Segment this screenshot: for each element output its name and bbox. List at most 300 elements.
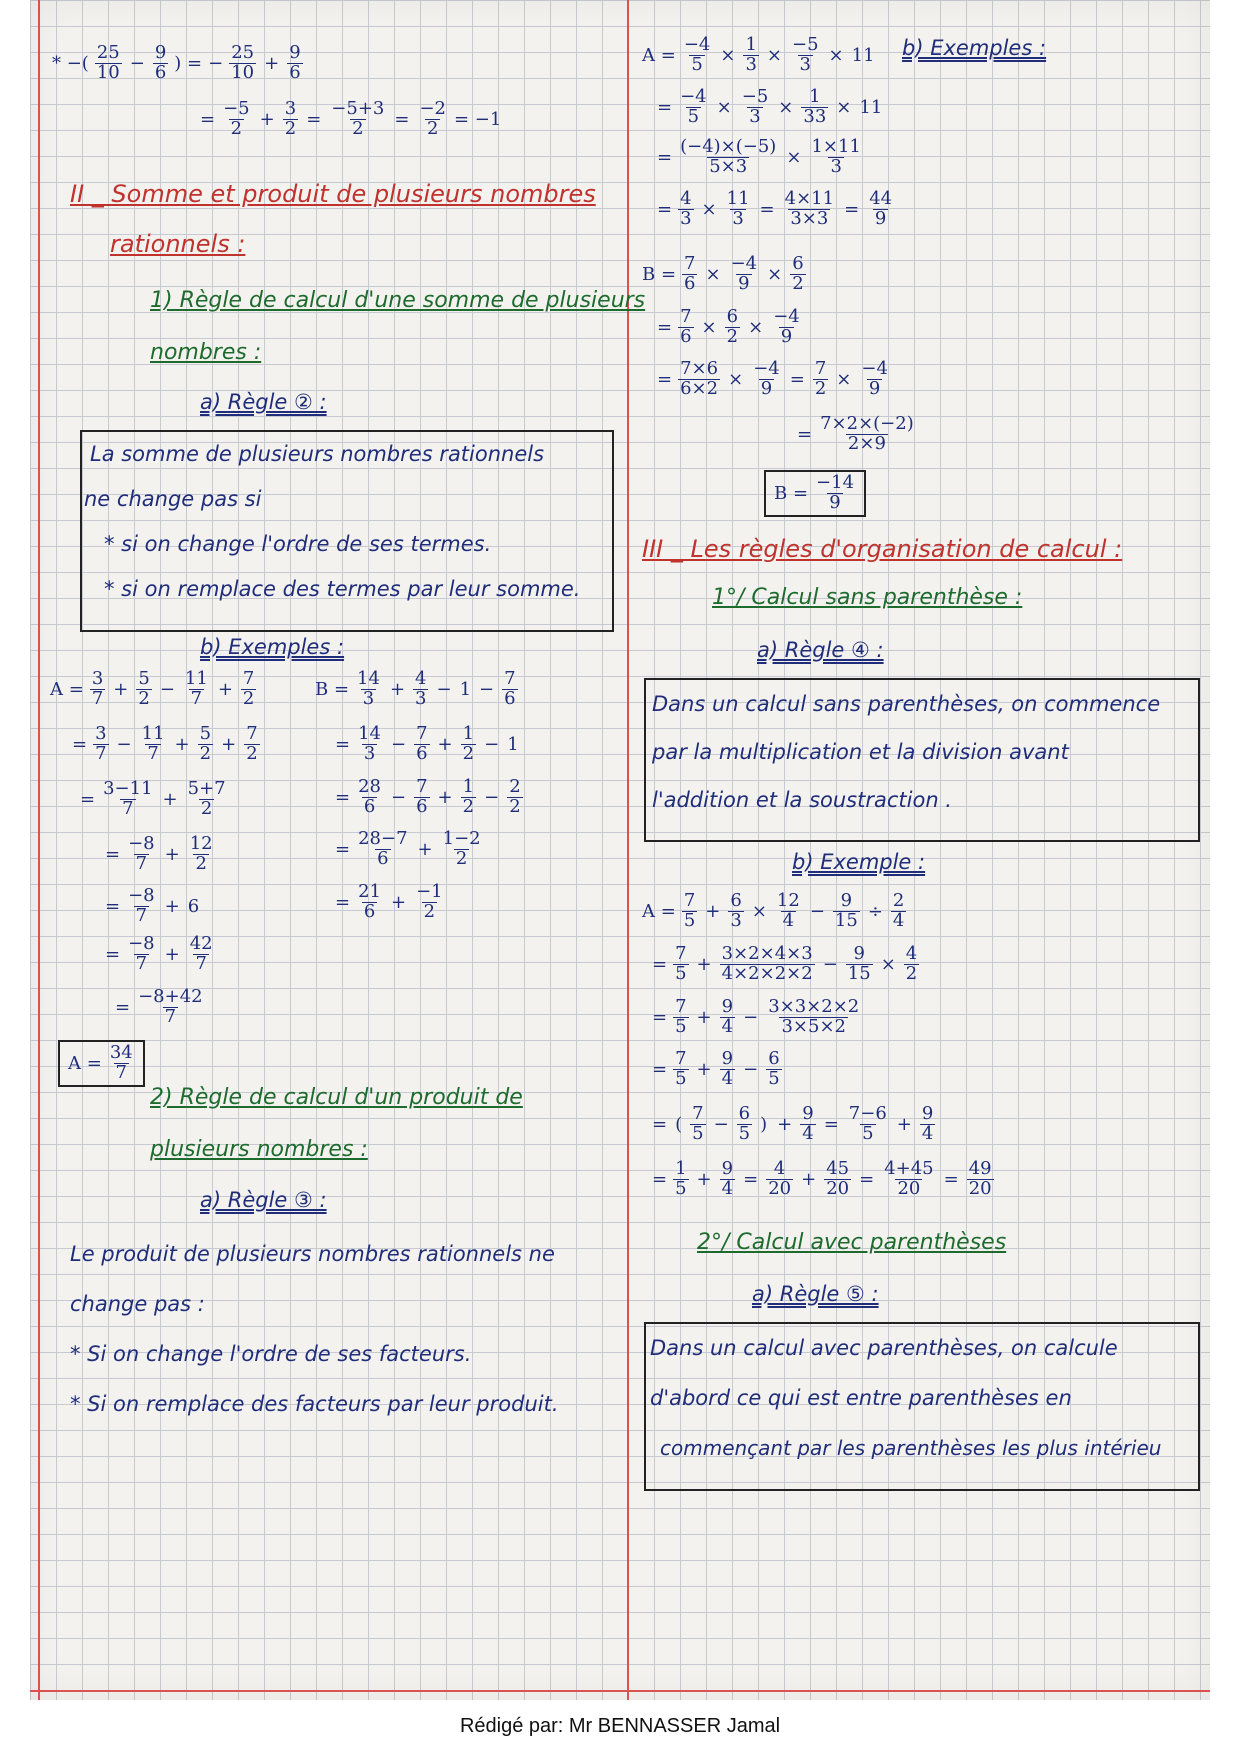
den: 20: [826, 1177, 850, 1199]
den: 3: [363, 742, 376, 764]
fraction: [682, 892, 697, 931]
fraction: [783, 190, 836, 229]
product-B-line1: [642, 255, 806, 294]
fraction: [414, 778, 429, 817]
op: +: [221, 733, 237, 755]
fraction: [126, 887, 157, 926]
fraction: [507, 778, 522, 817]
fraction: [673, 998, 688, 1037]
num: −14: [816, 472, 855, 493]
rule-2-label: a) Règle ② :: [200, 390, 327, 414]
product-B-line3: [657, 360, 890, 399]
fraction: [126, 835, 157, 874]
op: ×: [836, 96, 852, 118]
op: ×: [836, 368, 852, 390]
den: 5×3: [709, 155, 748, 177]
den: 2: [509, 795, 521, 817]
num: 2: [509, 776, 521, 797]
label: B =: [315, 678, 350, 700]
num: 11: [726, 188, 750, 209]
num: 9: [721, 1158, 734, 1179]
fraction: [414, 725, 429, 764]
rule-2-line: La somme de plusieurs nombres rationnels: [90, 442, 545, 466]
op: =: [743, 1168, 759, 1190]
text: ) =: [174, 52, 203, 74]
text: * −(: [52, 52, 89, 74]
den: 20: [768, 1177, 792, 1199]
den: 2: [242, 687, 255, 709]
den: 2: [195, 852, 207, 874]
num: 7: [246, 723, 258, 744]
op: −: [391, 786, 407, 808]
num: 7−6: [848, 1103, 887, 1124]
den: 9: [874, 207, 887, 229]
label: A =: [642, 44, 676, 66]
num: 7: [680, 306, 692, 327]
den: 6: [363, 900, 376, 922]
den: 2: [246, 742, 258, 764]
den: 3: [362, 687, 375, 709]
op: =: [105, 943, 121, 965]
fraction: [728, 892, 743, 931]
op: −: [479, 678, 495, 700]
op: +: [264, 52, 280, 74]
fraction: [824, 1160, 851, 1199]
num: −8+42: [138, 986, 203, 1007]
num: 9: [921, 1103, 934, 1124]
fraction: [153, 44, 168, 83]
rule-5-box: [644, 1322, 1200, 1491]
op: =: [759, 198, 775, 220]
num: 4: [773, 1158, 786, 1179]
op: ×: [828, 44, 844, 66]
num: −2: [419, 98, 446, 119]
op: =: [657, 316, 673, 338]
den: 33: [803, 105, 827, 127]
product-A-line4: [657, 190, 894, 229]
fraction: [417, 100, 448, 139]
num: 11: [141, 723, 165, 744]
op: =: [844, 198, 860, 220]
num: 4+45: [884, 1158, 934, 1179]
op: ×: [728, 368, 744, 390]
rule-5-line: commençant par les parenthèses les plus intérieu: [660, 1436, 1162, 1460]
den: 9: [760, 377, 773, 399]
den: 9: [780, 325, 793, 347]
op: +: [217, 678, 233, 700]
den: 4: [802, 1122, 814, 1144]
op: ×: [880, 953, 896, 975]
num: 9: [289, 42, 301, 63]
den: 3: [749, 105, 761, 127]
fraction: [859, 360, 890, 399]
num: 3: [91, 668, 104, 689]
rule-2-line: * si on change l'ordre de ses termes.: [104, 532, 492, 556]
fraction: [720, 998, 735, 1037]
den: 2: [905, 962, 918, 984]
fraction: [904, 945, 919, 984]
fraction: [244, 725, 259, 764]
den: 5: [675, 1015, 687, 1037]
num: 4×11: [784, 188, 835, 209]
den: 3: [799, 53, 811, 75]
op: =: [657, 96, 673, 118]
fraction: [183, 670, 210, 709]
section-2-title-cont: rationnels :: [110, 230, 246, 258]
num: −8: [128, 933, 155, 954]
op: +: [777, 1113, 793, 1135]
fraction: [673, 1160, 688, 1199]
num: 34: [109, 1042, 133, 1063]
fraction: [413, 670, 428, 709]
op: +: [389, 678, 406, 700]
op: +: [162, 788, 178, 810]
num: 5: [138, 668, 150, 689]
den: 6: [154, 61, 167, 83]
op: +: [896, 1113, 912, 1135]
fraction: [356, 778, 383, 817]
fraction: [682, 36, 713, 75]
fraction: [414, 883, 445, 922]
calc-A-line3: [652, 998, 861, 1037]
den: 5: [692, 1122, 704, 1144]
fraction: [920, 1105, 935, 1144]
num: 7: [683, 890, 696, 911]
op: +: [164, 895, 180, 917]
fraction: [678, 138, 778, 177]
num: 7: [416, 723, 428, 744]
num: −5: [792, 34, 819, 55]
op: +: [437, 733, 453, 755]
op: ×: [751, 900, 767, 922]
op: =: [335, 733, 351, 755]
den: 5: [675, 962, 687, 984]
op: ×: [705, 263, 721, 285]
examples-b-label: b) Exemples :: [902, 36, 1047, 60]
fraction: [678, 88, 709, 127]
den: 6: [416, 795, 428, 817]
num: 42: [189, 933, 213, 954]
num: −5: [741, 86, 769, 107]
section-3-subsection-1: 1°/ Calcul sans parenthèse :: [712, 585, 1023, 610]
example-A-line2: [72, 725, 260, 764]
example-A-line6: [105, 935, 215, 974]
close-paren: ): [760, 1113, 768, 1135]
op: +: [113, 678, 129, 700]
rule-5-line: d'abord ce qui est entre parenthèses en: [650, 1386, 1072, 1410]
den: 2: [199, 742, 212, 764]
den: 7: [95, 742, 107, 764]
den: 7: [147, 742, 159, 764]
op: =: [652, 1168, 668, 1190]
den: 5: [691, 53, 703, 75]
den: 3×5×2: [781, 1015, 846, 1037]
fraction: [766, 1050, 781, 1089]
op: −: [809, 900, 825, 922]
fraction: [725, 308, 740, 347]
fraction: [751, 360, 782, 399]
open-paren: (: [675, 1113, 683, 1135]
fraction: [93, 725, 108, 764]
fraction: [108, 1044, 135, 1083]
example-A-line3: [80, 780, 228, 819]
den: 2: [352, 117, 364, 139]
num: −4: [773, 306, 800, 327]
op: =: [652, 1113, 668, 1135]
num: 28−7: [358, 828, 408, 849]
num: 12: [189, 833, 213, 854]
num: 6: [726, 306, 739, 327]
op: +: [437, 786, 453, 808]
den: 3: [830, 155, 842, 177]
example-B-line4: [335, 830, 483, 869]
center-margin-line: [627, 0, 629, 1700]
fraction: [775, 892, 802, 931]
fraction: [737, 1105, 752, 1144]
op: +: [164, 843, 180, 865]
rule-5-line: Dans un calcul avec parenthèses, on calcule: [650, 1336, 1118, 1360]
fraction: [90, 670, 105, 709]
op: +: [696, 1006, 712, 1028]
fraction: [800, 1105, 815, 1144]
den: 3×3: [790, 207, 829, 229]
den: 4: [721, 1177, 734, 1199]
num: 1: [462, 776, 475, 797]
rule-3-line: * Si on remplace des facteurs par leur produit.: [70, 1392, 559, 1416]
fraction: [814, 474, 856, 513]
num: −5: [223, 98, 250, 119]
num: 7: [416, 776, 428, 797]
num: 9: [802, 1103, 814, 1124]
op: ×: [701, 198, 717, 220]
example-B-line5: [335, 883, 445, 922]
den: 3: [415, 687, 427, 709]
notebook-page: [30, 0, 1210, 1700]
op: −: [208, 52, 224, 74]
den: 6: [680, 325, 692, 347]
den: 15: [834, 909, 858, 931]
op: =: [115, 996, 131, 1018]
example-A-result: [58, 1040, 145, 1087]
num: 9: [853, 943, 865, 964]
product-B-line4: [797, 415, 916, 454]
example-B-line1: [315, 670, 518, 709]
den: 4: [921, 1122, 934, 1144]
fraction: [241, 670, 256, 709]
den: 2: [427, 117, 439, 139]
fraction: [891, 892, 906, 931]
den: 6: [684, 272, 696, 294]
subsection-1-title-cont: nombres :: [150, 340, 262, 365]
num: 44: [869, 188, 893, 209]
example-A-line5: [105, 887, 199, 926]
num: −4: [730, 253, 758, 274]
product-B-line2: [657, 308, 802, 347]
den: 4: [721, 1015, 734, 1037]
den: 20: [968, 1177, 992, 1199]
op: −: [743, 1006, 759, 1028]
den: 4: [892, 909, 905, 931]
fraction: [140, 725, 167, 764]
top-calc-line2: [200, 100, 501, 139]
fraction: [771, 308, 802, 347]
op: −: [436, 678, 452, 700]
op: =: [652, 1006, 668, 1028]
num: 3×3×2×2: [768, 996, 860, 1017]
num: 6: [792, 253, 804, 274]
fraction: [967, 1160, 994, 1199]
fraction: [136, 670, 151, 709]
fraction: [678, 360, 720, 399]
num: −8: [128, 833, 155, 854]
section-2-title: II _ Somme et produit de plusieurs nombres: [70, 180, 596, 208]
op: −: [484, 733, 500, 755]
product-A-line2: [657, 88, 882, 127]
label: B =: [642, 263, 677, 285]
fraction: [743, 36, 758, 75]
num: (−4)×(−5): [680, 136, 777, 157]
fraction: [678, 190, 693, 229]
op: =: [652, 953, 668, 975]
op: ×: [786, 146, 802, 168]
den: 6: [504, 687, 516, 709]
label: A =: [50, 678, 84, 700]
den: 9: [868, 377, 881, 399]
op: =: [105, 843, 121, 865]
op: −: [743, 1058, 759, 1080]
num: 14: [358, 723, 381, 744]
op: −: [159, 678, 175, 700]
den: 4: [721, 1067, 734, 1089]
den: 15: [847, 962, 871, 984]
op: ×: [778, 96, 794, 118]
num: 45: [826, 1158, 850, 1179]
fraction: [729, 255, 760, 294]
fraction: [186, 780, 228, 819]
fraction: [882, 1160, 935, 1199]
op: =: [943, 1168, 959, 1190]
num: 12: [776, 890, 800, 911]
op: +: [696, 1058, 712, 1080]
fraction: [95, 44, 122, 83]
fraction: [790, 255, 805, 294]
fraction: [833, 892, 860, 931]
example-B-line2: [335, 725, 519, 764]
rule-5-label: a) Règle ⑤ :: [752, 1282, 879, 1306]
op: −: [713, 1113, 729, 1135]
product-A-line1: [642, 36, 875, 75]
fraction: [101, 780, 154, 819]
rule-4-line: Dans un calcul sans parenthèses, on commence: [652, 692, 1161, 716]
op: =: [797, 423, 813, 445]
rule-3-line: * Si on change l'ordre de ses facteurs.: [70, 1342, 472, 1366]
den: 4×2×2×2: [721, 962, 813, 984]
fraction: [356, 725, 383, 764]
examples-label: b) Exemples :: [200, 635, 345, 659]
den: 2: [814, 377, 827, 399]
fraction: [790, 36, 821, 75]
op: +: [174, 733, 190, 755]
den: 5: [768, 1067, 780, 1089]
fraction: [766, 1160, 793, 1199]
den: 4: [782, 909, 795, 931]
num: 1: [675, 1158, 687, 1179]
fraction: [356, 830, 409, 869]
product-A-line3: [657, 138, 863, 177]
den: 7: [122, 797, 134, 819]
op: ×: [766, 44, 782, 66]
op: ×: [716, 96, 732, 118]
label: B =: [774, 482, 809, 504]
left-margin-line: [38, 0, 40, 1700]
num: 7: [814, 358, 827, 379]
number: 11: [851, 44, 875, 66]
op: =: [789, 368, 805, 390]
num: 7: [675, 996, 687, 1017]
op: +: [391, 891, 407, 913]
op: =: [657, 146, 673, 168]
num: 25: [231, 42, 255, 63]
top-calc-line1: [52, 44, 303, 83]
num: 1: [745, 34, 757, 55]
den: 5: [687, 105, 700, 127]
op: ×: [720, 44, 736, 66]
product-B-result: [764, 470, 866, 517]
fraction: [461, 778, 476, 817]
den: 2×9: [847, 432, 886, 454]
calc-A-line6: [652, 1160, 994, 1199]
num: 7: [242, 668, 255, 689]
fraction: [678, 308, 693, 347]
den: 2: [200, 797, 213, 819]
num: 1−2: [442, 828, 481, 849]
fraction: [682, 255, 697, 294]
den: 9: [738, 272, 750, 294]
den: 7: [190, 687, 203, 709]
den: 3: [745, 53, 757, 75]
fraction: [283, 100, 298, 139]
rule-4-line: l'addition et la soustraction .: [652, 788, 952, 812]
den: 7: [115, 1061, 127, 1083]
calc-A-line5: [652, 1105, 935, 1144]
subsection-1-title: 1) Règle de calcul d'une somme de plusieurs: [150, 288, 646, 313]
den: 2: [792, 272, 804, 294]
fraction: [766, 998, 861, 1037]
num: 3×2×4×3: [721, 943, 813, 964]
den: 7: [135, 852, 148, 874]
rule-3-line: change pas :: [70, 1292, 205, 1316]
fraction: [287, 44, 302, 83]
example-A-line4: [105, 835, 215, 874]
rule-4-line: par la multiplication et la division avant: [652, 740, 1069, 764]
num: 3: [95, 723, 107, 744]
den: 2: [423, 900, 436, 922]
num: −1: [416, 881, 443, 902]
den: 10: [96, 61, 120, 83]
op: +: [696, 953, 712, 975]
op: −: [484, 786, 500, 808]
den: 6: [289, 61, 301, 83]
fraction: [867, 190, 894, 229]
num: 4: [905, 943, 918, 964]
num: 7×6: [680, 358, 719, 379]
op: ×: [701, 316, 717, 338]
number: 11: [859, 96, 883, 118]
den: 5: [675, 1177, 687, 1199]
op: =: [394, 108, 410, 130]
num: 9: [840, 890, 853, 911]
den: 2: [455, 847, 468, 869]
